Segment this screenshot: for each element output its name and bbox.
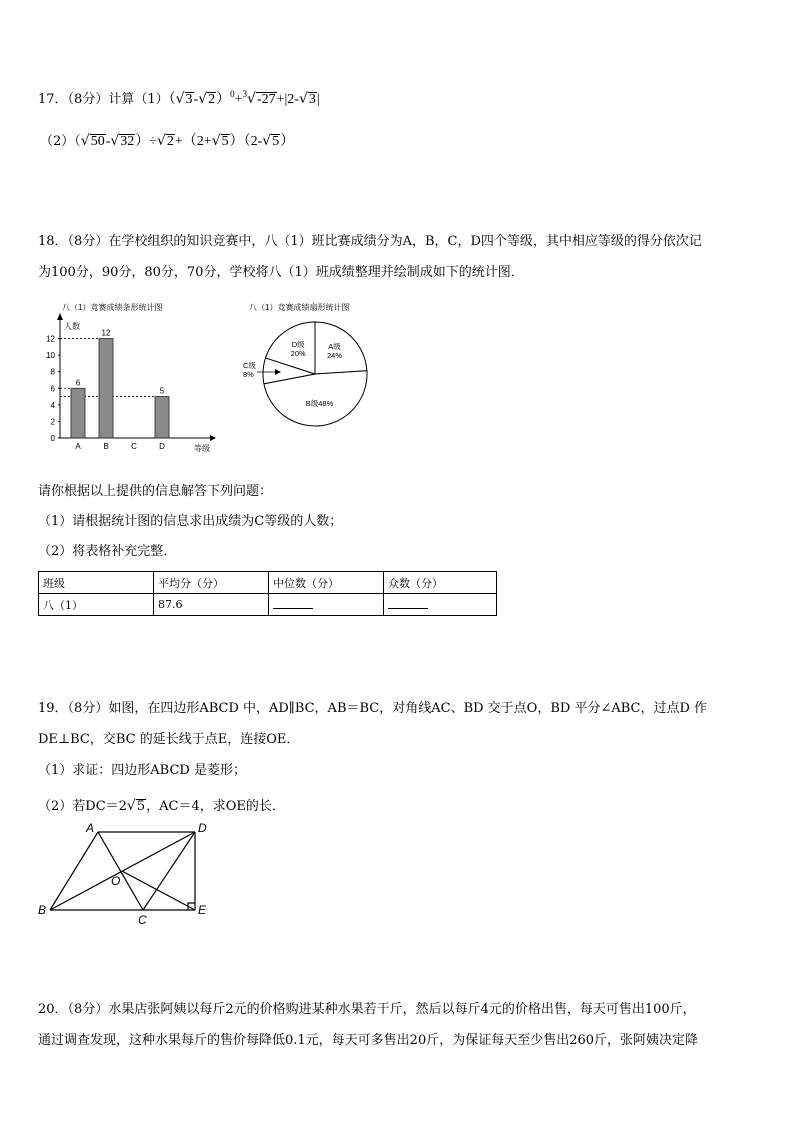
- bar-D: [155, 397, 169, 438]
- y-tick-label: 8: [50, 367, 55, 377]
- value-label: 5: [159, 386, 165, 396]
- segment-oe: [122, 871, 195, 910]
- q19-sub1: （1）求证：四边形ABCD 是菱形；: [38, 763, 246, 778]
- pie-label: A级: [328, 342, 341, 352]
- bar-B: [99, 339, 113, 438]
- bar-A: [71, 388, 85, 438]
- q18-line2: 为100分，90分，80分，70分，学校将八（1）班成绩整理并绘制成如下的统计图．: [38, 265, 524, 280]
- rhombus-figure: [36, 820, 216, 930]
- label-o: O: [111, 874, 121, 888]
- y-tick-label: 10: [46, 351, 55, 361]
- mode-blank: [384, 594, 497, 616]
- q18-prompt: 请你根据以上提供的信息解答下列问题：: [38, 484, 273, 499]
- q17-rad-b: 2: [208, 92, 216, 107]
- value-label: 12: [101, 328, 111, 338]
- q17-part1: 17．（8分）计算$(1)(√3-√2)^0+^3√-27+|2-√3|$: [38, 89, 320, 107]
- score-table: [38, 571, 497, 616]
- y-tick-label: 0: [50, 434, 55, 443]
- q20-line2: 通过调查发现，这种水果每斤的售价每降低0.1元，每天可多售出20斤，为保证每天至少售出260斤，张阿姨决定降: [38, 1033, 699, 1048]
- q17-cube-index: 3: [242, 89, 248, 99]
- table-header: 班级: [39, 572, 154, 594]
- x-tick-label: B: [103, 442, 109, 451]
- table-cell: 87.6: [154, 594, 269, 616]
- q17-part2: （2）（√50-√32）÷√2+（2+√5）（2-√5）: [40, 133, 295, 149]
- segment-dc: [143, 832, 195, 910]
- y-tick-label: 6: [50, 384, 55, 394]
- segment-ab: [50, 832, 98, 910]
- y-tick-label: 4: [50, 400, 55, 410]
- y-axis-arrow: [57, 313, 63, 320]
- bar-chart-ylabel: 人数: [64, 322, 80, 331]
- pie-label: 24%: [326, 351, 343, 361]
- y-tick-label: 2: [50, 417, 55, 427]
- table-cell: 八（1）: [39, 594, 154, 616]
- pie-label: B级48%: [305, 398, 334, 408]
- bar-chart: [38, 298, 228, 456]
- table-header: 平均分（分）: [154, 572, 269, 594]
- q19-line1: 19．（8分）如图，在四边形ABCD 中，AD∥BC，AB＝BC，对角线AC、BD 交于点O，BD 平分∠ABC，过点D 作: [38, 701, 708, 716]
- x-tick-label: C: [131, 442, 137, 451]
- q19-line2: DE⊥BC，交BC 的延长线于点E，连接OE．: [38, 732, 300, 747]
- table-header: 中位数（分）: [269, 572, 384, 594]
- bar-chart-xlabel: 等级: [194, 444, 210, 453]
- median-blank: [269, 594, 384, 616]
- pie-label: D级: [291, 339, 305, 349]
- q17-label: 17．（8分）计算（1）: [38, 92, 169, 107]
- label-e: E: [198, 903, 207, 917]
- diagonal-ac: [98, 832, 143, 910]
- x-tick-label: D: [159, 442, 165, 451]
- q19-sub2: （2）若DC＝2√5，AC＝4，求OE的长．: [38, 798, 285, 814]
- pie-label-c: 8%: [243, 370, 254, 379]
- q18-sub2: （2）将表格补充完整．: [38, 544, 177, 559]
- q17-cube-rad: -27: [256, 92, 276, 107]
- label-d: D: [198, 821, 207, 835]
- pie-label-c: C级: [243, 361, 256, 370]
- pie-chart: [235, 298, 385, 436]
- table-row: [39, 594, 497, 616]
- q18-line1: 18．（8分）在学校组织的知识竞赛中，八（1）班比赛成绩分为A，B，C，D四个等级，其中相应等级的得分依次记: [38, 234, 702, 249]
- label-a: A: [86, 821, 95, 835]
- table-header-row: [39, 572, 497, 594]
- label-b: B: [38, 903, 47, 917]
- pie-label: 20%: [290, 348, 306, 358]
- pie-slice-A级: [315, 322, 367, 374]
- q20-line1: 20．（8分）水果店张阿姨以每斤2元的价格购进某种水果若干斤，然后以每斤4元的价格出售，每天可售出100斤，: [38, 1002, 696, 1017]
- x-tick-label: A: [75, 442, 81, 451]
- label-c: C: [138, 913, 147, 927]
- x-axis-arrow: [210, 435, 216, 441]
- q17-exponent: 0: [230, 89, 235, 99]
- table-header: 众数（分）: [384, 572, 497, 594]
- q17-abs-rad: 3: [308, 92, 316, 107]
- pie-chart-title: 八（1）竞赛成绩扇形统计图: [249, 303, 350, 312]
- q18-sub1: （1）请根据统计图的信息求出成绩为C等级的人数；: [38, 514, 343, 529]
- value-label: 6: [75, 378, 81, 388]
- q17-rad-a: 3: [185, 92, 193, 107]
- bar-chart-title: 八（1）竞赛成绩条形统计图: [62, 303, 163, 312]
- y-tick-label: 12: [46, 334, 55, 344]
